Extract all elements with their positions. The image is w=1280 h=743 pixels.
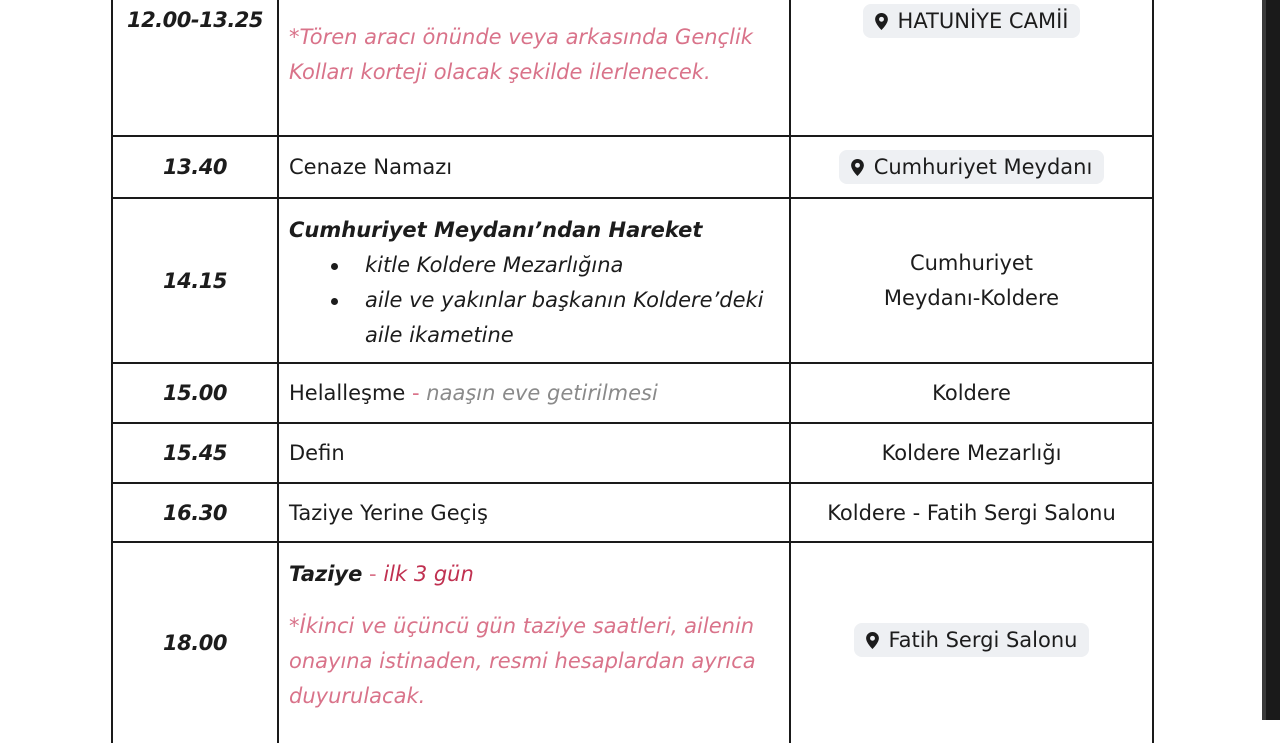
separator-dash: - xyxy=(369,562,377,586)
activity-cell xyxy=(279,0,791,135)
table-row xyxy=(113,424,1152,484)
route-list xyxy=(289,248,789,353)
table-row xyxy=(113,199,1152,364)
time-cell: 18.00 xyxy=(113,543,279,743)
place-cell: Koldere Mezarlığı xyxy=(881,441,1062,465)
condolence-heading: Taziye xyxy=(289,562,363,586)
location-pin-icon xyxy=(866,632,879,649)
activity-cell xyxy=(279,543,791,743)
program-table xyxy=(111,0,1154,743)
place-cell xyxy=(791,137,1152,197)
place-cell: Koldere xyxy=(932,381,1011,405)
table-row xyxy=(113,137,1152,199)
time-cell: 15.45 xyxy=(113,424,279,482)
separator-dash: - xyxy=(412,381,420,405)
list-item: aile ve yakınlar başkanın Koldere’deki aile ikametine xyxy=(365,283,789,353)
table-row xyxy=(113,484,1152,543)
location-chip[interactable] xyxy=(863,4,1081,38)
location-pin-icon xyxy=(851,159,864,176)
place-cell xyxy=(791,199,1152,362)
condolence-note: *İkinci ve üçüncü gün taziye saatleri, ailenin onayına istinaden, resmi hesaplardan ayrıca duyurulacak. xyxy=(289,614,756,708)
list-item: kitle Koldere Mezarlığına xyxy=(365,248,789,283)
activity-cell xyxy=(279,484,791,541)
departure-heading: Cumhuriyet Meydanı’ndan Hareket xyxy=(289,218,703,242)
activity-label: Cenaze Namazı xyxy=(289,155,453,179)
place-cell xyxy=(791,0,1152,135)
location-label: Cumhuriyet Meydanı xyxy=(873,155,1093,179)
window-edge xyxy=(1262,0,1280,720)
activity-cell xyxy=(279,364,791,422)
time-cell: 13.40 xyxy=(113,137,279,197)
place-cell: Koldere - Fatih Sergi Salonu xyxy=(827,500,1116,525)
location-label: HATUNİYE CAMİİ xyxy=(897,9,1069,33)
activity-note: naaşın eve getirilmesi xyxy=(426,381,658,405)
table-row xyxy=(113,0,1152,137)
table-row xyxy=(113,543,1152,743)
location-chip[interactable] xyxy=(854,623,1090,657)
time-cell: 16.30 xyxy=(113,484,279,541)
place-line: Cumhuriyet xyxy=(909,250,1034,275)
procession-note: *Tören aracı önünde veya arkasında Gençlik Kolları korteji olacak şekilde ilerlenecek. xyxy=(289,25,753,84)
location-chip[interactable] xyxy=(839,150,1105,184)
time-cell: 14.15 xyxy=(113,199,279,362)
condolence-duration: ilk 3 gün xyxy=(383,562,474,586)
time-cell: 12.00-13.25 xyxy=(113,0,279,135)
location-label: Fatih Sergi Salonu xyxy=(888,628,1078,652)
activity-label: Helalleşme xyxy=(289,381,406,405)
activity-cell xyxy=(279,424,791,482)
activity-cell xyxy=(279,199,791,362)
table-row xyxy=(113,364,1152,424)
place-cell xyxy=(791,543,1152,743)
activity-cell xyxy=(279,137,791,197)
activity-label: Defin xyxy=(289,441,345,465)
time-cell: 15.00 xyxy=(113,364,279,422)
place-line: Meydanı-Koldere xyxy=(883,285,1060,310)
location-pin-icon xyxy=(875,13,888,30)
activity-label: Taziye Yerine Geçiş xyxy=(289,500,488,525)
